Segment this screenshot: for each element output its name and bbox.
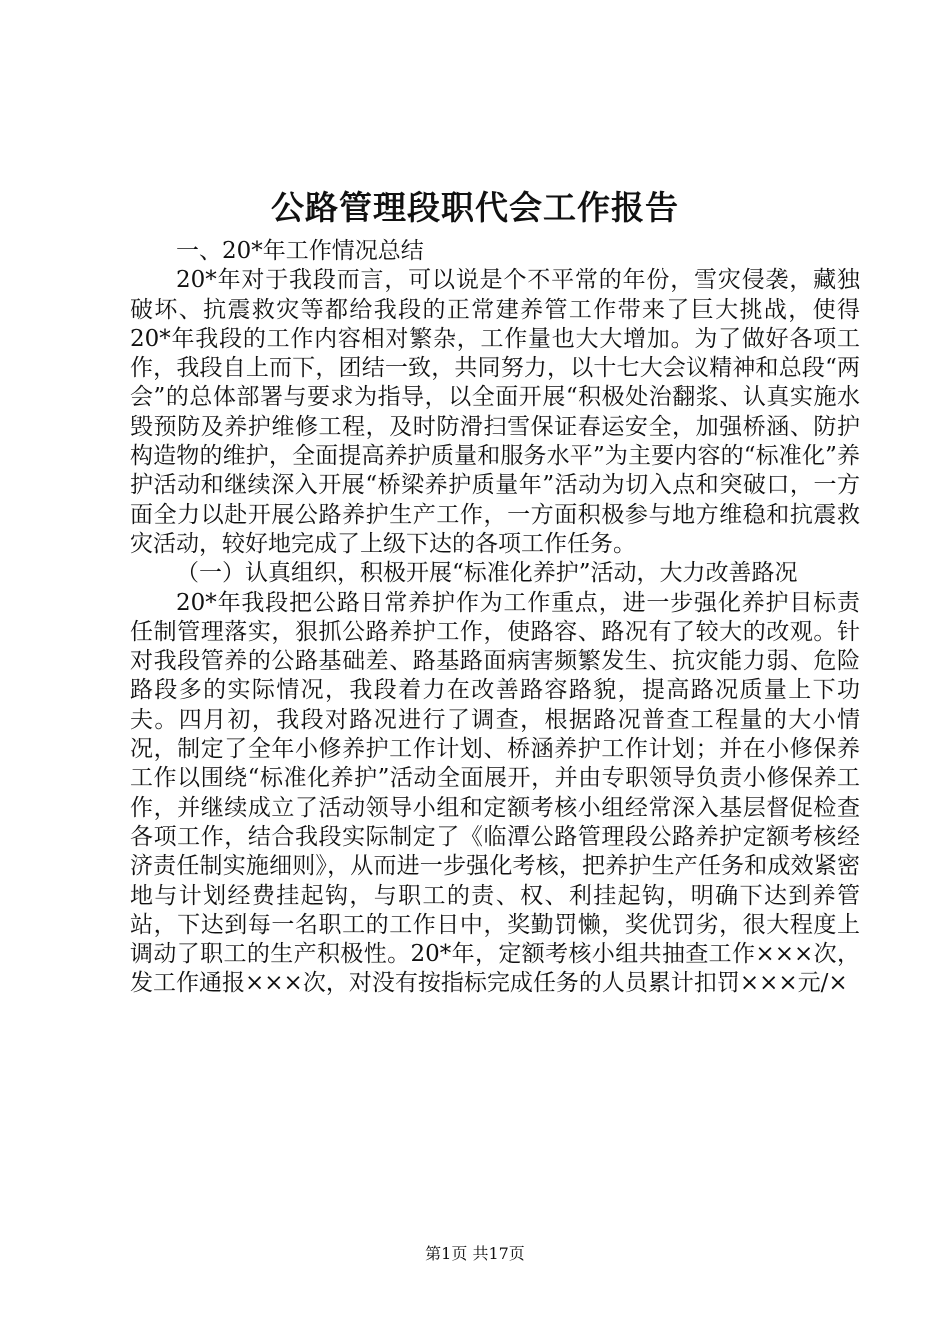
body-paragraph: 20*年我段把公路日常养护作为工作重点，进一步强化养护目标责任制管理落实，狠抓公路养护工作，使路容、路况有了较大的改观。针对我段管养的公路基础差、路基路面病害频繁发生、抗灾能力弱、危险路段多的实际情况，我段着力在改善路容路貌，提高路况质量上下功夫。四月初，我段对路况进行了调查，根据路况普查工程量的大小情况，制定了全年小修养护工作计划、桥涵养护工作计划；并在小修保养工作以围绕“标准化养护”活动全面展开，并由专职领导负责小修保养工作，并继续成立了活动领导小组和定额考核小组经常深入基层督促检查各项工作，结合我段实际制定了《临潭公路管理段公路养护定额考核经济责任制实施细则》，从而进一步强化考核，把养护生产任务和成效紧密地与计划经费挂起钩，与职工的责、权、利挂起钩，明确下达到养管站，下达到每一名职工的工作日中，奖勤罚懒，奖优罚劣，很大程度上调动了职工的生产积极性。20*年，定额考核小组共抽查工作×××次，发工作通报×××次，对没有按指标完成任务的人员累计扣罚×××元/× [130,589,860,997]
page-footer: 第1页 共17页 [425,1244,525,1263]
document-title: 公路管理段职代会工作报告 [271,188,679,227]
subsection-heading: （一）认真组织，积极开展“标准化养护”活动，大力改善路况 [176,560,798,587]
body-paragraph: 20*年对于我段而言，可以说是个不平常的年份，雪灾侵袭，藏独破坏、抗震救灾等都给我段的正常建养管工作带来了巨大挑战，使得20*年我段的工作内容相对繁杂，工作量也大大增加。为了做好各项工作，我段自上而下，团结一致，共同努力，以十七大会议精神和总段“两会”的总体部署与要求为指导，以全面开展“积极处治翻浆、认真实施水毁预防及养护维修工程，及时防滑扫雪保证春运安全，加强桥涵、防护构造物的维护，全面提高养护质量和服务水平”为主要内容的“标准化”养护活动和继续深入开展“桥梁养护质量年”活动为切入点和突破口，一方面全力以赴开展公路养护生产工作，一方面积极参与地方维稳和抗震救灾活动，较好地完成了上级下达的各项工作任务。 [130,267,860,557]
document-body [130,237,860,999]
section-heading: 一、20*年工作情况总结 [176,238,424,264]
